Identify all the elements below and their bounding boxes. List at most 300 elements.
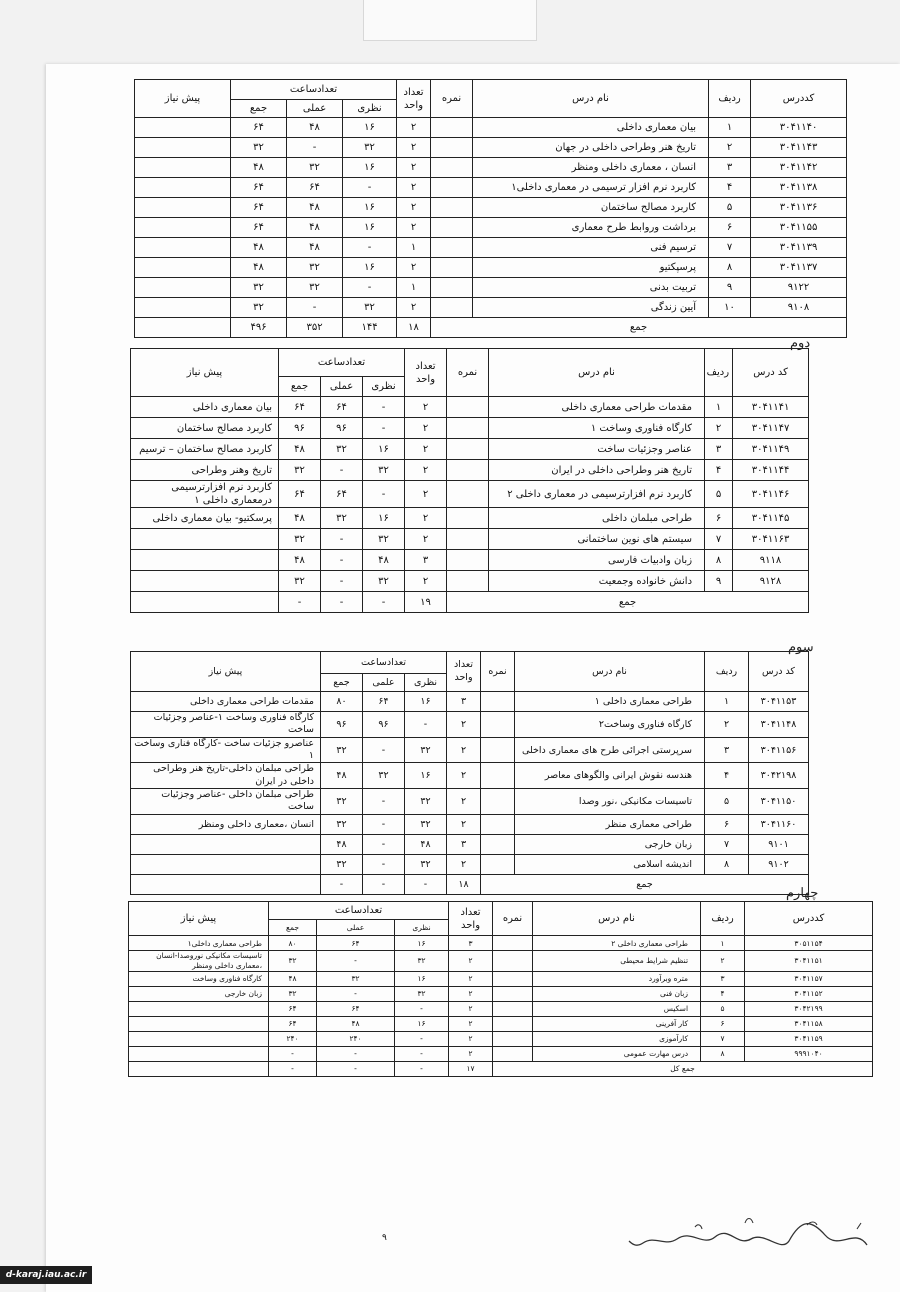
row-number: ۲ [705,418,733,439]
grade-cell [431,138,473,158]
course-code: ۳۰۴۱۱۴۵ [733,508,809,529]
course-name: اسکیس [533,1001,701,1016]
row-number: ۲ [701,951,745,972]
prerequisite [131,550,279,571]
row-number: ۷ [701,1031,745,1046]
total-hours: ۶۴ [269,1001,317,1016]
course-name: کاربرد نرم افزارترسیمی در معماری داخلی ۲ [489,481,705,508]
grade-cell [447,418,489,439]
theory-hours: ۱۶ [395,971,449,986]
units-cell: ۲ [449,1046,493,1061]
course-code: ۳۰۴۱۱۵۸ [745,1016,873,1031]
course-code: ۳۰۴۱۱۵۷ [745,971,873,986]
course-row [131,854,809,874]
row-number: ۱ [701,936,745,951]
page-number: ۹ [382,1233,387,1243]
row-number: ۹ [705,571,733,592]
units-cell: ۲ [405,481,447,508]
total-hours: - [269,1046,317,1061]
prerequisite: تاسیسات مکانیکی نوروصدا-انسان ،معماری داخلی ومنظر [129,951,269,972]
practical-hours: ۶۴ [287,178,343,198]
practical-hours: ۳۲ [363,763,405,789]
sum-total: - [269,1061,317,1076]
course-name: زبان فنی [533,986,701,1001]
course-name: تاسیسات مکانیکی ،نور وصدا [515,789,705,815]
row-number: ۳ [705,439,733,460]
course-row [131,789,809,815]
prerequisite: کاربرد نرم افزارترسیمی درمعماری داخلی ۱ [131,481,279,508]
total-hours: ۴۸ [231,238,287,258]
theory-hours: ۳۲ [395,951,449,972]
prerequisite: کارگاه فناوری وساخت [129,971,269,986]
course-code: ۹۱۲۲ [751,278,847,298]
course-row [131,460,809,481]
total-hours: ۴۸ [231,258,287,278]
prerequisite [131,834,321,854]
course-name: زبان خارجی [515,834,705,854]
units-cell: ۲ [405,529,447,550]
units-cell: ۲ [405,508,447,529]
course-name: کارآموزی [533,1031,701,1046]
units-cell: ۲ [397,138,431,158]
practical-hours: - [363,814,405,834]
course-code: ۳۰۴۲۱۹۹ [745,1001,873,1016]
col-practical: عملی [321,377,363,397]
total-hours: ۳۲ [321,814,363,834]
course-name: درس مهارت عمومی [533,1046,701,1061]
theory-hours: ۳۲ [363,571,405,592]
theory-hours: ۳۲ [405,814,447,834]
practical-hours: ۴۸ [287,218,343,238]
sum-theory: - [395,1061,449,1076]
scanner-flap [363,0,537,41]
theory-hours: - [363,481,405,508]
practical-hours: - [363,789,405,815]
col-units: تعداد واحد [449,902,493,936]
grade-cell [431,218,473,238]
course-name: تاریخ هنر وطراحی داخلی در جهان [473,138,709,158]
course-name: دانش خانواده وجمعیت [489,571,705,592]
prerequisite: عناصرو جزئیات ساخت -کارگاه فناری وساخت ۱ [131,737,321,763]
total-hours: ۴۸ [279,550,321,571]
col-name: نام درس [533,902,701,936]
prerequisite [129,1016,269,1031]
prerequisite [135,238,231,258]
units-cell: ۲ [447,763,481,789]
col-name: نام درس [515,652,705,692]
practical-hours: - [363,737,405,763]
total-hours: ۳۲ [279,529,321,550]
total-hours: ۶۴ [279,397,321,418]
semester-2-body [131,397,809,613]
row-number: ۴ [705,460,733,481]
grade-cell [431,198,473,218]
total-hours: ۴۸ [321,834,363,854]
sum-empty [131,874,321,894]
prerequisite [131,854,321,874]
course-name: هندسه نقوش ایرانی والگوهای معاصر [515,763,705,789]
course-code: ۳۰۴۱۱۴۳ [751,138,847,158]
units-cell: ۱ [397,278,431,298]
sum-label: جمع [447,592,809,613]
course-code: ۳۰۴۱۱۵۹ [745,1031,873,1046]
course-row [129,951,873,972]
col-row: ردیف [705,652,749,692]
grade-cell [447,481,489,508]
course-name: برداشت وروابط طرح معماری [473,218,709,238]
units-cell: ۲ [447,854,481,874]
prerequisite: بیان معماری داخلی [131,397,279,418]
theory-hours: - [405,712,447,738]
units-cell: ۳ [449,936,493,951]
sum-units: ۱۸ [397,318,431,338]
course-code: ۳۰۴۱۱۴۴ [733,460,809,481]
course-row [131,508,809,529]
practical-hours: - [317,986,395,1001]
course-code: ۳۰۴۱۱۴۸ [749,712,809,738]
course-name: زبان وادبیات فارسی [489,550,705,571]
col-row: ردیف [705,349,733,397]
practical-hours: ۶۴ [321,397,363,418]
course-row [135,178,847,198]
course-code: ۳۰۴۲۱۹۸ [749,763,809,789]
course-row [131,481,809,508]
row-number: ۹ [709,278,751,298]
units-cell: ۳ [447,834,481,854]
col-grade: نمره [431,80,473,118]
col-total: جمع [279,377,321,397]
grade-cell [431,118,473,138]
prerequisite [135,298,231,318]
theory-hours: - [343,278,397,298]
row-number: ۵ [709,198,751,218]
total-hours: ۳۲ [231,298,287,318]
course-row [135,278,847,298]
prerequisite [135,258,231,278]
units-cell: ۲ [449,971,493,986]
row-number: ۵ [705,481,733,508]
course-name: کار آفرینی [533,1016,701,1031]
practical-hours: ۹۶ [363,712,405,738]
row-number: ۸ [709,258,751,278]
practical-hours: - [363,854,405,874]
course-code: ۳۰۴۱۱۵۶ [749,737,809,763]
course-row [129,971,873,986]
course-row [131,834,809,854]
total-hours: ۳۲ [231,138,287,158]
course-row [131,763,809,789]
grade-cell [431,298,473,318]
course-row [135,258,847,278]
row-number: ۶ [705,508,733,529]
course-code: ۹۱۰۲ [749,854,809,874]
course-name: انسان ، معماری داخلی ومنظر [473,158,709,178]
row-number: ۶ [709,218,751,238]
row-number: ۳ [701,971,745,986]
theory-hours: ۱۶ [405,763,447,789]
practical-hours: - [321,529,363,550]
course-row [135,218,847,238]
col-prereq: پیش نیاز [129,902,269,936]
sum-practical: - [321,592,363,613]
course-row [129,1001,873,1016]
grade-cell [493,1001,533,1016]
prerequisite: طراحی مبلمان داخلی -عناصر وجزئیات ساخت [131,789,321,815]
sum-units: ۱۹ [405,592,447,613]
row-number: ۸ [701,1046,745,1061]
course-row [135,298,847,318]
course-code: ۳۰۴۱۱۶۳ [733,529,809,550]
grade-cell [481,692,515,712]
course-name: تاریخ هنر وطراحی داخلی در ایران [489,460,705,481]
course-name: اندیشه اسلامی [515,854,705,874]
theory-hours: ۳۲ [395,986,449,1001]
course-row [131,692,809,712]
prerequisite: طراحی مبلمان داخلی-تاریخ هنر وطراحی داخلی در ایران [131,763,321,789]
practical-hours: ۴۸ [287,118,343,138]
grade-cell [447,550,489,571]
total-hours: ۴۸ [321,763,363,789]
prerequisite [131,529,279,550]
course-code: ۳۰۴۱۱۴۶ [733,481,809,508]
col-hours: تعدادساعت [269,902,449,920]
course-code: ۹۱۲۸ [733,571,809,592]
sum-row [129,1061,873,1076]
theory-hours: ۳۲ [405,737,447,763]
theory-hours: ۳۲ [405,854,447,874]
grade-cell [481,789,515,815]
semester-1-table [134,79,847,338]
theory-hours: ۱۶ [395,936,449,951]
row-number: ۳ [709,158,751,178]
grade-cell [481,737,515,763]
course-name: طراحی معماری داخلی ۱ [515,692,705,712]
sum-label: جمع [431,318,847,338]
prerequisite [129,1001,269,1016]
units-cell: ۲ [449,1016,493,1031]
row-number: ۶ [701,1016,745,1031]
practical-hours: ۳۲ [317,971,395,986]
prerequisite [135,198,231,218]
handwritten-signature [625,1205,875,1260]
units-cell: ۱ [397,238,431,258]
practical-hours: - [321,571,363,592]
practical-hours: - [321,550,363,571]
units-cell: ۲ [449,1031,493,1046]
units-cell: ۲ [397,298,431,318]
col-name: نام درس [473,80,709,118]
total-hours: ۶۴ [231,198,287,218]
practical-hours: - [363,834,405,854]
grade-cell [447,460,489,481]
sum-row [131,592,809,613]
total-hours: ۶۴ [231,218,287,238]
col-code: کددرس [751,80,847,118]
col-hours: تعدادساعت [279,349,405,377]
units-cell: ۲ [397,198,431,218]
row-number: ۷ [705,834,749,854]
course-row [131,397,809,418]
total-hours: ۹۶ [279,418,321,439]
theory-hours: - [343,238,397,258]
practical-hours: - [287,298,343,318]
col-practical: عملی [287,100,343,118]
row-number: ۵ [701,1001,745,1016]
site-watermark: d-karaj.iau.ac.ir [0,1266,92,1284]
practical-hours: ۴۸ [287,238,343,258]
grade-cell [493,951,533,972]
units-cell: ۲ [405,397,447,418]
course-name: متره وبرآورد [533,971,701,986]
course-code: ۳۰۴۱۱۵۰ [749,789,809,815]
total-hours: ۳۲ [321,854,363,874]
row-number: ۱ [709,118,751,138]
grade-cell [447,397,489,418]
sum-theory: - [405,874,447,894]
grade-cell [431,158,473,178]
practical-hours: ۶۴ [363,692,405,712]
course-row [129,936,873,951]
course-code: ۳۰۴۱۱۳۷ [751,258,847,278]
row-number: ۷ [709,238,751,258]
semester-2-table [130,348,809,613]
col-practical: علمی [363,674,405,692]
course-row [135,138,847,158]
total-hours: ۳۲ [279,460,321,481]
total-hours: ۴۸ [279,439,321,460]
practical-hours: - [317,1046,395,1061]
course-code: ۹۱۱۸ [733,550,809,571]
grade-cell [481,763,515,789]
theory-hours: ۴۸ [363,550,405,571]
grade-cell [431,258,473,278]
theory-hours: ۱۶ [363,439,405,460]
practical-hours: - [321,460,363,481]
grade-cell [447,508,489,529]
course-code: ۳۰۴۱۱۳۹ [751,238,847,258]
row-number: ۵ [705,789,749,815]
course-code: ۹۹۹۱۰۴۰ [745,1046,873,1061]
course-name: آیین زندگی [473,298,709,318]
grade-cell [431,278,473,298]
total-hours: ۳۲ [231,278,287,298]
theory-hours: ۴۸ [405,834,447,854]
row-number: ۴ [701,986,745,1001]
semester-3-label: سوم [788,640,814,655]
grade-cell [493,1046,533,1061]
course-row [135,198,847,218]
semester-4-body [129,936,873,1077]
sum-total: ۴۹۶ [231,318,287,338]
grade-cell [481,834,515,854]
practical-hours: ۳۲ [287,258,343,278]
theory-hours: ۳۲ [363,460,405,481]
theory-hours: ۱۶ [363,508,405,529]
sum-practical: ۳۵۲ [287,318,343,338]
practical-hours: ۴۸ [317,1016,395,1031]
total-hours: ۳۲ [279,571,321,592]
grade-cell [493,1031,533,1046]
prerequisite [129,1031,269,1046]
theory-hours: - [343,178,397,198]
prerequisite: کاربرد مصالح ساختمان – ترسیم [131,439,279,460]
prerequisite [135,138,231,158]
course-name: تنظیم شرایط محیطی [533,951,701,972]
practical-hours: - [317,951,395,972]
course-row [131,571,809,592]
theory-hours: ۱۶ [405,692,447,712]
course-row [129,1016,873,1031]
grade-cell [447,529,489,550]
units-cell: ۲ [447,789,481,815]
row-number: ۱ [705,397,733,418]
total-hours: ۶۴ [231,178,287,198]
theory-hours: - [395,1046,449,1061]
sum-label: جمع [481,874,809,894]
sum-total: - [279,592,321,613]
sum-theory: - [363,592,405,613]
course-code: ۹۱۰۸ [751,298,847,318]
theory-hours: ۱۶ [343,198,397,218]
row-number: ۲ [705,712,749,738]
theory-hours: ۱۶ [343,218,397,238]
units-cell: ۲ [447,737,481,763]
row-number: ۱۰ [709,298,751,318]
course-code: ۳۰۴۱۱۳۶ [751,198,847,218]
course-name: سرپرستی اجرائی طرح های معماری داخلی [515,737,705,763]
prerequisite [131,571,279,592]
col-units: تعداد واحد [405,349,447,397]
prerequisite: کارگاه فناوری وساخت ۱-عناصر وجزئیات ساخت [131,712,321,738]
total-hours: ۴۸ [279,508,321,529]
total-hours: ۴۸ [269,971,317,986]
col-hours: تعدادساعت [321,652,447,674]
col-units: تعداد واحد [447,652,481,692]
practical-hours: - [287,138,343,158]
course-name: عناصر وجزئیات ساخت [489,439,705,460]
sum-row [135,318,847,338]
grade-cell [481,854,515,874]
theory-hours: - [395,1031,449,1046]
prerequisite: انسان ،معماری داخلی ومنظر [131,814,321,834]
theory-hours: ۱۶ [395,1016,449,1031]
course-code: ۳۰۴۱۱۴۰ [751,118,847,138]
theory-hours: ۱۶ [343,258,397,278]
col-units: تعداد واحد [397,80,431,118]
col-theory: نظری [343,100,397,118]
col-code: کددرس [745,902,873,936]
col-theory: نظری [363,377,405,397]
course-name: کارگاه فناوری وساخت۲ [515,712,705,738]
prerequisite [129,1046,269,1061]
course-code: ۳۰۴۱۱۵۵ [751,218,847,238]
semester-3-body [131,692,809,895]
units-cell: ۲ [447,814,481,834]
sum-theory: ۱۴۴ [343,318,397,338]
units-cell: ۲ [397,118,431,138]
course-code: ۳۰۴۱۱۵۱ [745,951,873,972]
practical-hours: ۳۲ [321,508,363,529]
col-row: ردیف [701,902,745,936]
theory-hours: ۳۲ [363,529,405,550]
col-prereq: پیش نیاز [131,349,279,397]
course-row [129,986,873,1001]
col-code: کد درس [733,349,809,397]
total-hours: ۶۴ [279,481,321,508]
prerequisite: تاریخ وهنر وطراحی [131,460,279,481]
practical-hours: ۳۲ [287,158,343,178]
sum-practical: - [317,1061,395,1076]
